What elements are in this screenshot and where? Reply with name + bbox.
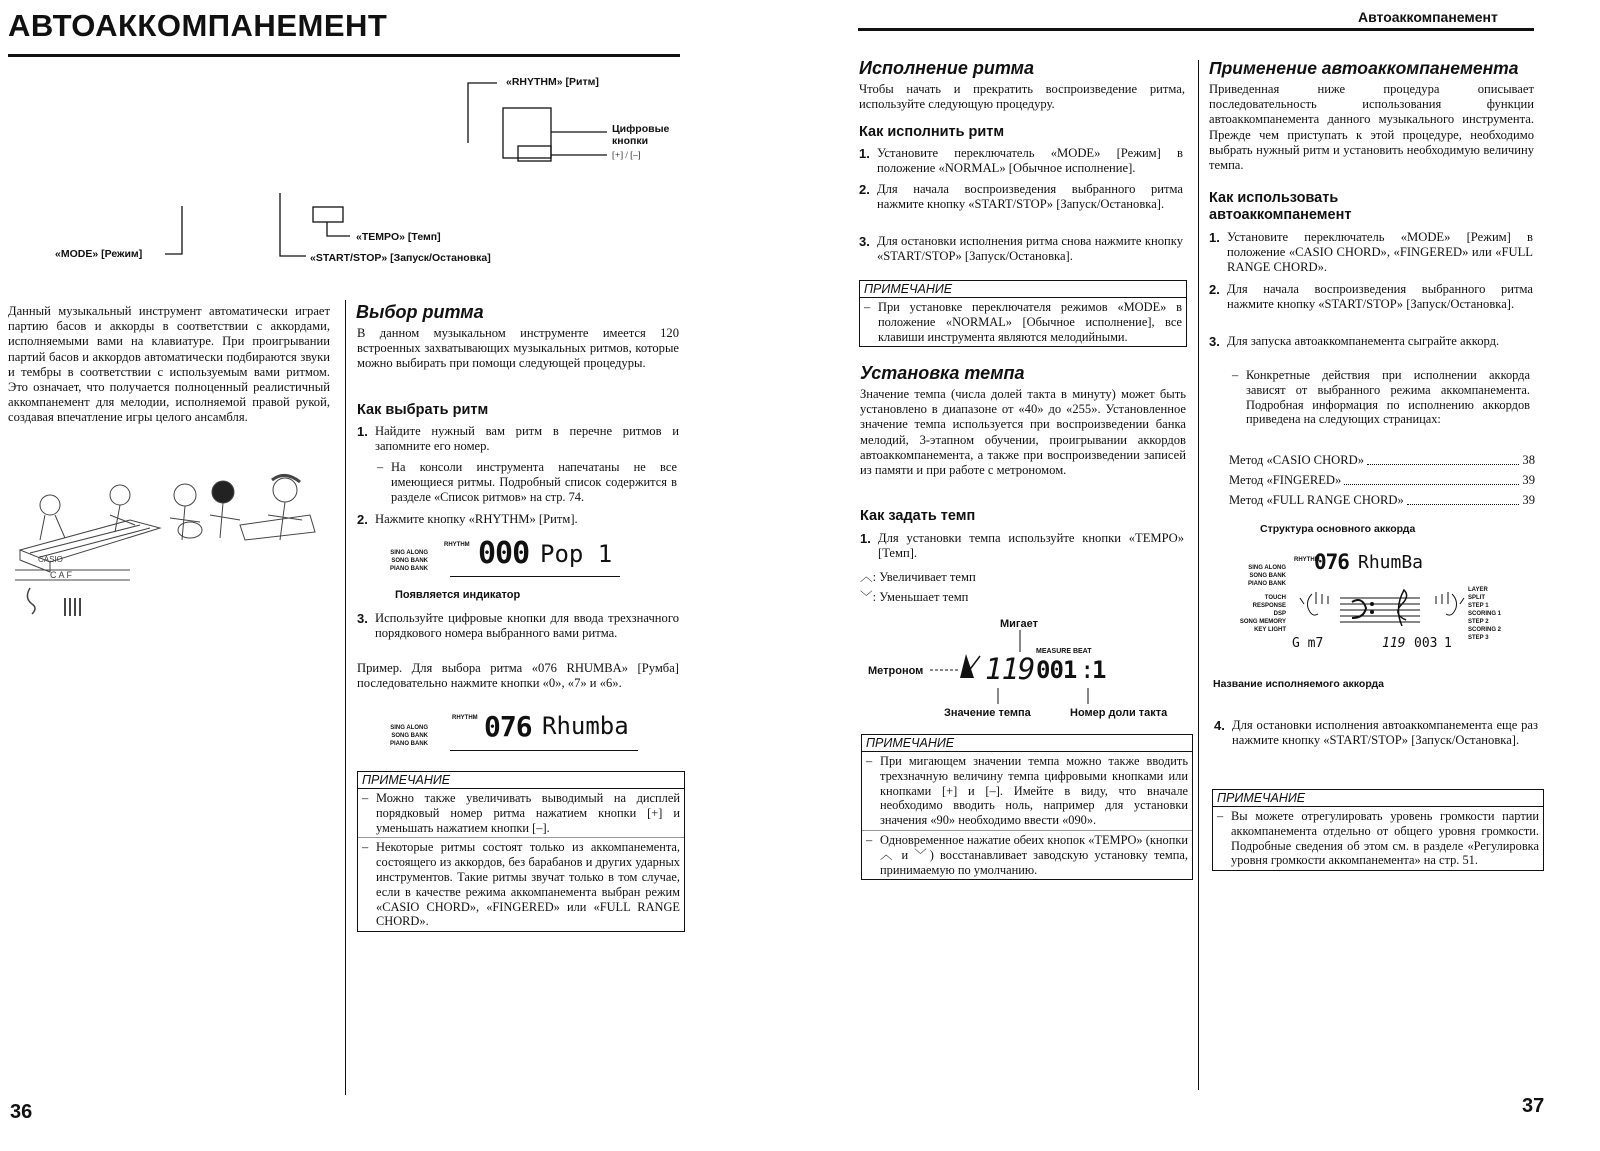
play-step-3 (859, 234, 1183, 264)
tempo-step-1 (860, 531, 1184, 561)
lcd-rhythm-tag: RHYTHM (444, 542, 470, 548)
play-step-2-number: 2. (859, 182, 870, 197)
svg-text:C A F: C A F (50, 570, 73, 580)
step-2-number: 2. (357, 512, 368, 527)
note-item-1: – Можно также увеличивать выводимый на дисплей порядковый номер ритма нажатием кнопки [+] и уменьшать нажатием кнопки [–]. (358, 789, 684, 837)
lcd-number: 076 (1314, 550, 1349, 574)
header-rule-right (858, 28, 1534, 31)
lcd-rhythm-name: RhumBa (1358, 552, 1424, 573)
method-name: Метод «FINGERED» (1229, 473, 1342, 487)
tempo-intro: Значение темпа (числа долей такта в минуту) может быть установлено в диапазоне от «40» до «255». Установленное значение темпа используется при воспроизведении банка мелодий, 3-этапном обучении, проигрывании аккордов автоаккомпанемента, а также при воспроизведении записей из памяти и при работе с метрономом. (860, 387, 1186, 478)
indicator-caption: Появляется индикатор (395, 589, 521, 601)
note-box-volume (1212, 789, 1544, 871)
method-row (1229, 450, 1535, 470)
accomp-step-3 (1209, 334, 1533, 349)
section-intro: В данном музыкальном инструменте имеется 120 встроенных захватывающих музыкальных ритмов, которые можно выбирать при помощи следующей процедуры. (357, 326, 679, 371)
note-title: ПРИМЕЧАНИЕ (860, 281, 1186, 298)
lcd-measure-value: 003 (1414, 636, 1438, 651)
chord-name-caption: Название исполняемого аккорда (1213, 678, 1384, 690)
note-box-tempo (861, 734, 1193, 880)
tempo-down-text: : Уменьшает темп (872, 590, 969, 604)
howto-accomp-title: Как использовать автоаккомпанемент (1209, 190, 1352, 223)
chevron-up-icon: ︿ (860, 569, 873, 584)
method-page: 38 (1522, 453, 1535, 467)
lcd-number: 076 (484, 710, 532, 743)
mode-label: «MODE» [Режим] (55, 248, 143, 260)
howto-select-title: Как выбрать ритм (357, 402, 489, 418)
lcd-side-label: LAYER (1468, 587, 1488, 593)
note-box-normal (859, 280, 1187, 347)
svg-text:CASIO: CASIO (38, 555, 63, 564)
tempo-label: «TEMPO» [Темп] (356, 231, 441, 243)
accomp-step-1 (1209, 230, 1533, 275)
lcd-display-rhumba (380, 708, 640, 754)
howto-play-title: Как исполнить ритм (859, 124, 1005, 140)
lcd-measure-value: 001 (1036, 656, 1077, 684)
accomp-step-2-number: 2. (1209, 282, 1220, 297)
lcd-side-label: TOUCH RESPONSE (1252, 595, 1286, 609)
play-step-2-text: Для начала воспроизведения выбранного ритма нажмите кнопку «START/STOP» [Запуск/Остановка]. (877, 182, 1183, 211)
play-step-2 (859, 182, 1183, 212)
howto-tempo-title: Как задать темп (860, 508, 976, 524)
lcd-display-pop (380, 536, 640, 582)
accomp-step-1-text: Установите переключатель «MODE» [Режим] в положение «CASIO CHORD», «FINGERED» или «FULL RANGE CHORD». (1227, 230, 1533, 274)
measure-beat-label: MEASURE BEAT (1036, 648, 1092, 655)
play-step-3-number: 3. (859, 234, 870, 249)
lcd-side-label: SING ALONG (1248, 565, 1286, 571)
staff-and-hands-icon (1292, 584, 1472, 634)
note-item-tempo-2: – Одновременное нажатие обеих кнопок «TEMPO» (кнопки ︿ и ﹀) восстанавливает заводскую установку темпа, принимаемую по умолчанию. (862, 830, 1192, 879)
rhythm-label: «RHYTHM» [Ритм] (506, 76, 599, 88)
lcd-side-label: STEP 2 (1468, 619, 1489, 625)
lcd-beat-separator: : (1080, 656, 1095, 684)
start-stop-label: «START/STOP» [Запуск/Остановка] (310, 252, 491, 264)
tempo-up-text: : Увеличивает темп (872, 570, 976, 584)
step-3-text: Используйте цифровые кнопки для ввода трехзначного порядкового номера выбранного вами ритма. (375, 611, 679, 640)
lcd-side-label: STEP 3 (1468, 635, 1489, 641)
step-3-number: 3. (357, 611, 368, 626)
lcd-side-label: SCORING 2 (1468, 627, 1502, 633)
tempo-up-row (860, 566, 976, 585)
note-item-normal: – При установке переключателя режимов «MODE» в положение «NORMAL» [Обычное исполнение], все клавиши инструмента являются мелодийными. (860, 298, 1186, 346)
digital-buttons-label: Цифровые кнопки (612, 123, 670, 147)
note-title: ПРИМЕЧАНИЕ (358, 772, 684, 789)
page-header-right: Автоаккомпанемент (1358, 9, 1498, 25)
tempo-down-row (860, 586, 968, 605)
method-name: Метод «CASIO CHORD» (1229, 453, 1365, 467)
method-row (1229, 470, 1535, 490)
play-step-3-text: Для остановки исполнения ритма снова нажмите кнопку «START/STOP» [Запуск/Остановка]. (877, 234, 1183, 263)
lcd-side-song-bank: SONG BANK (391, 558, 428, 564)
example-text: Пример. Для выбора ритма «076 RHUMBA» [Румба] последовательно нажмите кнопки «0», «7» и «6». (357, 661, 679, 691)
note-item-tempo-1: – При мигающем значении темпа можно также вводить трехзначную величину темпа цифровыми кнопками или кнопками [+] и [–]. Имейте в виду, что вначале необходимо вводить ноль, например для установки значения «90» необходимо ввести «090». (862, 752, 1192, 830)
step-1-text: Найдите нужный вам ритм в перечне ритмов и запомните его номер. (375, 424, 679, 453)
lcd-side-label: SCORING 1 (1468, 611, 1502, 617)
header-rule-left (8, 54, 680, 57)
lcd-chord-display (1230, 544, 1530, 664)
lcd3-leaders (980, 630, 1110, 710)
intro-paragraph: Данный музыкальный инструмент автоматически играет партию басов и аккорды в соответствии с аккордами, исполняемыми вами на клавиатуре. При проигрывании партий басов и аккордов автоматически подбираются звуки и тембры в соответствии с используемым вами ритмом. Это означает, что получается полноценный реалистичный аккомпанемент для мелодии, исполняемой правой рукой, создавая впечатление игры целого ансамбля. (8, 304, 330, 425)
chord-structure-caption: Структура основного аккорда (1260, 523, 1416, 535)
accomp-step-4 (1214, 718, 1538, 748)
play-step-1 (859, 146, 1183, 176)
step-2 (357, 512, 679, 527)
lcd-beat-value: 1 (1444, 636, 1452, 651)
note-item-volume: – Вы можете отрегулировать уровень громкости партии аккомпанемента отдельно от общего уровня громкости. Подробные сведения об этом см. в разделе «Регулировка уровня громкости аккомпанемента» на стр. 51. (1213, 807, 1543, 870)
play-rhythm-intro: Чтобы начать и прекратить воспроизведение ритма, используйте следующую процедуру. (859, 82, 1185, 112)
lcd-number: 000 (478, 536, 530, 571)
play-step-1-number: 1. (859, 146, 870, 161)
method-page: 39 (1522, 473, 1535, 487)
step-1-sub: – На консоли инструмента напечатаны не все имеющиеся ритмы. Подробный список содержится в разделе «Список ритмов» на стр. 74. (373, 458, 681, 506)
accomp-step-1-number: 1. (1209, 230, 1220, 245)
lcd-rhythm-name: Rhumba (542, 712, 629, 740)
lcd-side-label: SONG MEMORY (1239, 619, 1286, 625)
tempo-value-caption: Значение темпа (944, 707, 1031, 719)
lcd-side-label: PIANO BANK (1247, 581, 1286, 587)
column-divider-left (345, 300, 346, 1095)
accomp-step-4-text: Для остановки исполнения автоаккомпанемента еще раз нажмите кнопку «START/STOP» [Запуск/Остановка]. (1232, 718, 1538, 747)
lcd-side-piano-bank: PIANO BANK (389, 741, 428, 747)
method-row (1229, 490, 1535, 510)
beat-number-caption: Номер доли такта (1070, 707, 1168, 719)
lcd-chord-name: G m7 (1292, 636, 1324, 651)
lcd-side-piano-bank: PIANO BANK (389, 566, 428, 572)
note-item-2: – Некоторые ритмы состоят только из аккомпанемента, состоящего из аккордов, без барабанов и других ударных инструментов. Такие ритмы звучат только в том случае, если в качестве режима аккомпанемента выбран режим «CASIO CHORD», «FINGERED» или «FULL RANGE CHORD». (358, 837, 684, 931)
lcd-rhythm-tag: RHYTHM (452, 715, 478, 721)
lcd4-right-labels (1468, 586, 1528, 642)
note-box-rhythm (357, 771, 685, 932)
note-title: ПРИМЕЧАНИЕ (1213, 790, 1543, 807)
step-2-text: Нажмите кнопку «RHYTHM» [Ритм]. (375, 512, 578, 526)
section-title-rhythm: Выбор ритма (356, 302, 484, 322)
lcd-side-label: SONG BANK (1249, 573, 1286, 579)
note-title: ПРИМЕЧАНИЕ (862, 735, 1192, 752)
tempo-step-1-number: 1. (860, 531, 871, 546)
section-title-tempo: Установка темпа (860, 363, 1025, 383)
methods-list (1229, 450, 1535, 510)
lcd-side-label: SPLIT (1468, 595, 1486, 601)
step-1 (357, 424, 679, 454)
lcd-tempo-value: 119 (1382, 636, 1406, 651)
lcd-side-sing-along: SING ALONG (390, 725, 428, 731)
method-page: 39 (1522, 493, 1535, 507)
lcd-side-sing-along: SING ALONG (390, 550, 428, 556)
accomp-intro: Приведенная ниже процедура описывает последовательность использования функции автоаккомпанемента данного музыкального инструмента. Прежде чем приступать к этой процедуре, необходимо выбрать нужный ритм и установить необходимую величину темпа. (1209, 82, 1534, 173)
accomp-step-3-number: 3. (1209, 334, 1220, 349)
lcd-side-label: STEP 1 (1468, 603, 1489, 609)
column-divider-right (1198, 60, 1199, 1090)
section-title-accomp: Применение автоаккомпанемента (1209, 58, 1519, 78)
lcd-underline (450, 750, 638, 751)
step-1-number: 1. (357, 424, 368, 439)
lcd-rhythm-tag: RHYTHM (1294, 557, 1320, 563)
lcd-side-label: KEY LIGHT (1254, 627, 1286, 633)
section-title-play-rhythm: Исполнение ритма (859, 58, 1034, 78)
accomp-step-2 (1209, 282, 1533, 312)
musicians-illustration (10, 470, 330, 630)
step-3 (357, 611, 679, 641)
accomp-step-4-number: 4. (1214, 718, 1225, 733)
accomp-step-2-text: Для начала воспроизведения выбранного ритма нажмите кнопку «START/STOP» [Запуск/Остановка]. (1227, 282, 1533, 311)
method-name: Метод «FULL RANGE CHORD» (1229, 493, 1404, 507)
chevron-down-icon: ﹀ (860, 589, 873, 604)
metronome-label: Метроном (868, 665, 924, 677)
lcd-side-song-bank: SONG BANK (391, 733, 428, 739)
plus-minus-label: [+] / [–] (612, 150, 641, 160)
page-number-right: 37 (1522, 1095, 1545, 1117)
accomp-step-3-text: Для запуска автоаккомпанемента сыграйте аккорд. (1227, 334, 1500, 348)
lcd-underline (450, 576, 620, 577)
lcd-tempo-value: 119 (985, 652, 1035, 686)
lcd-beat-value: 1 (1092, 656, 1107, 684)
play-step-1-text: Установите переключатель «MODE» [Режим] в положение «NORMAL» [Обычное исполнение]. (877, 146, 1183, 175)
lcd-rhythm-name: Pop 1 (540, 540, 613, 568)
blink-label: Мигает (1000, 618, 1038, 630)
accomp-step-3-sub: – Конкретные действия при исполнении аккорда зависят от выбранного режима аккомпанемента. Подробная информация по исполнению аккордов приведена на следующих страницах: (1228, 366, 1534, 429)
tempo-step-1-text: Для установки темпа используйте кнопки «TEMPO» [Темп]. (878, 531, 1184, 560)
button-diagram (0, 60, 700, 280)
lcd4-left-labels (1230, 564, 1286, 634)
page-number-left: 36 (10, 1101, 33, 1123)
page-title: АВТОАККОМПАНЕМЕНТ (8, 8, 388, 43)
lcd-side-label: DSP (1273, 611, 1286, 617)
